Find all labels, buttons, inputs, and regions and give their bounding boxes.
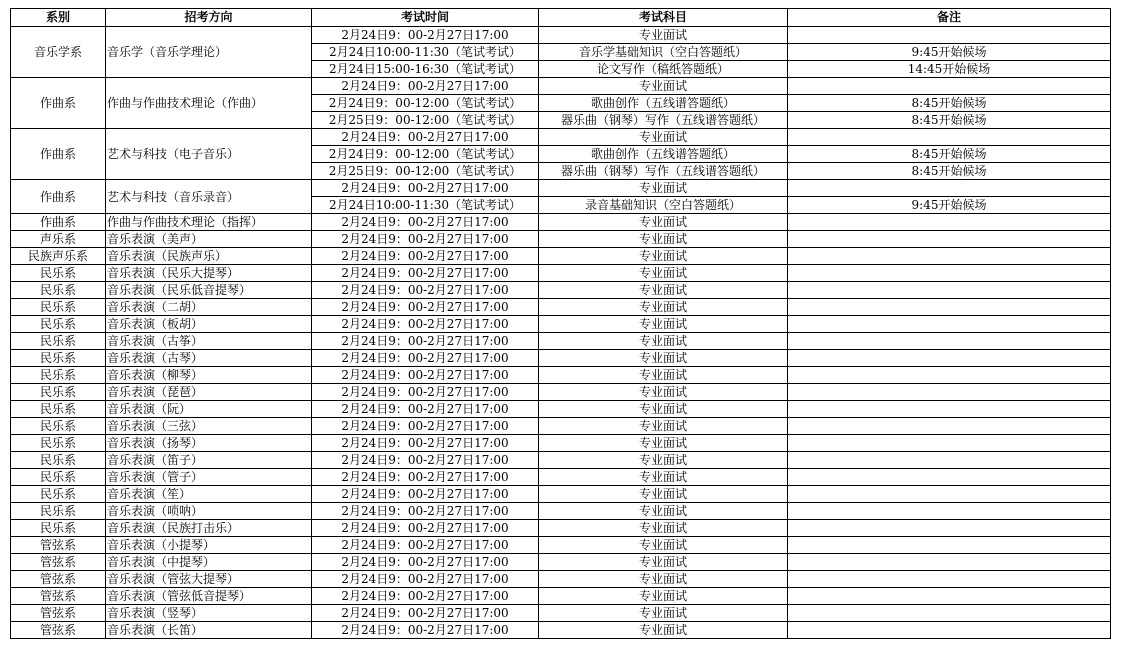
direction-cell: 音乐学（音乐学理论） (106, 27, 312, 78)
exam-subject-cell: 专业面试 (539, 367, 788, 384)
exam-subject-cell: 专业面试 (539, 316, 788, 333)
table-row (11, 418, 1111, 435)
department-cell: 音乐学系 (11, 27, 106, 78)
note-cell: 8:45开始候场 (788, 95, 1111, 112)
direction-cell: 音乐表演（古琴） (106, 350, 312, 367)
exam-schedule-table (10, 8, 1111, 639)
department-cell: 民乐系 (11, 401, 106, 418)
direction-cell: 音乐表演（二胡） (106, 299, 312, 316)
exam-time-cell: 2月25日9：00-12:00（笔试考试） (312, 112, 539, 129)
note-cell (788, 605, 1111, 622)
note-cell (788, 486, 1111, 503)
exam-subject-cell: 器乐曲（钢琴）写作（五线谱答题纸） (539, 112, 788, 129)
department-cell: 民族声乐系 (11, 248, 106, 265)
table-row (11, 435, 1111, 452)
department-cell: 民乐系 (11, 333, 106, 350)
table-row (11, 265, 1111, 282)
exam-subject-cell: 专业面试 (539, 299, 788, 316)
department-cell: 作曲系 (11, 180, 106, 214)
table-row (11, 605, 1111, 622)
exam-time-cell: 2月24日9：00-2月27日17:00 (312, 316, 539, 333)
exam-subject-cell: 录音基础知识（空白答题纸） (539, 197, 788, 214)
exam-subject-cell: 专业面试 (539, 78, 788, 95)
note-cell (788, 129, 1111, 146)
exam-time-cell: 2月24日9：00-2月27日17:00 (312, 520, 539, 537)
direction-cell: 音乐表演（琵琶） (106, 384, 312, 401)
exam-subject-cell: 专业面试 (539, 571, 788, 588)
direction-cell: 音乐表演（中提琴） (106, 554, 312, 571)
note-cell (788, 231, 1111, 248)
note-cell (788, 554, 1111, 571)
note-cell (788, 418, 1111, 435)
exam-subject-cell: 专业面试 (539, 248, 788, 265)
exam-time-cell: 2月24日9：00-2月27日17:00 (312, 265, 539, 282)
note-cell (788, 401, 1111, 418)
note-cell (788, 78, 1111, 95)
department-cell: 管弦系 (11, 537, 106, 554)
note-cell (788, 299, 1111, 316)
direction-cell: 音乐表演（阮） (106, 401, 312, 418)
exam-time-cell: 2月24日9：00-12:00（笔试考试） (312, 146, 539, 163)
table-row (11, 571, 1111, 588)
direction-cell: 作曲与作曲技术理论（作曲） (106, 78, 312, 129)
department-cell: 民乐系 (11, 299, 106, 316)
direction-cell: 音乐表演（三弦） (106, 418, 312, 435)
exam-time-cell: 2月24日9：00-2月27日17:00 (312, 282, 539, 299)
department-cell: 声乐系 (11, 231, 106, 248)
direction-cell: 音乐表演（笛子） (106, 452, 312, 469)
exam-time-cell: 2月24日9：00-2月27日17:00 (312, 588, 539, 605)
exam-time-cell: 2月24日9：00-2月27日17:00 (312, 554, 539, 571)
header-time: 考试时间 (312, 9, 539, 27)
department-cell: 民乐系 (11, 350, 106, 367)
header-subject: 考试科目 (539, 9, 788, 27)
exam-subject-cell: 专业面试 (539, 180, 788, 197)
note-cell (788, 503, 1111, 520)
exam-time-cell: 2月24日9：00-12:00（笔试考试） (312, 95, 539, 112)
table-header (11, 9, 1111, 27)
table-row (11, 248, 1111, 265)
note-cell: 14:45开始候场 (788, 61, 1111, 78)
table-body (11, 27, 1111, 639)
exam-subject-cell: 专业面试 (539, 486, 788, 503)
table-row (11, 299, 1111, 316)
table-row (11, 350, 1111, 367)
direction-cell: 作曲与作曲技术理论（指挥） (106, 214, 312, 231)
note-cell (788, 520, 1111, 537)
direction-cell: 音乐表演（扬琴） (106, 435, 312, 452)
exam-subject-cell: 专业面试 (539, 554, 788, 571)
exam-subject-cell: 专业面试 (539, 231, 788, 248)
department-cell: 民乐系 (11, 282, 106, 299)
direction-cell: 音乐表演（民族声乐） (106, 248, 312, 265)
department-cell: 管弦系 (11, 622, 106, 639)
exam-subject-cell: 歌曲创作（五线谱答题纸） (539, 146, 788, 163)
table-row (11, 452, 1111, 469)
exam-time-cell: 2月24日9：00-2月27日17:00 (312, 384, 539, 401)
exam-subject-cell: 音乐学基础知识（空白答题纸） (539, 44, 788, 61)
exam-time-cell: 2月24日9：00-2月27日17:00 (312, 622, 539, 639)
exam-time-cell: 2月24日9：00-2月27日17:00 (312, 503, 539, 520)
direction-cell: 音乐表演（板胡） (106, 316, 312, 333)
exam-time-cell: 2月24日9：00-2月27日17:00 (312, 27, 539, 44)
exam-time-cell: 2月24日9：00-2月27日17:00 (312, 78, 539, 95)
table-row (11, 282, 1111, 299)
department-cell: 管弦系 (11, 588, 106, 605)
table-row (11, 316, 1111, 333)
note-cell: 8:45开始候场 (788, 163, 1111, 180)
direction-cell: 艺术与科技（电子音乐） (106, 129, 312, 180)
note-cell (788, 622, 1111, 639)
table-row (11, 469, 1111, 486)
department-cell: 民乐系 (11, 265, 106, 282)
exam-time-cell: 2月24日15:00-16:30（笔试考试） (312, 61, 539, 78)
department-cell: 民乐系 (11, 384, 106, 401)
exam-subject-cell: 专业面试 (539, 622, 788, 639)
table-row (11, 231, 1111, 248)
exam-subject-cell: 专业面试 (539, 384, 788, 401)
exam-subject-cell: 专业面试 (539, 282, 788, 299)
exam-time-cell: 2月24日9：00-2月27日17:00 (312, 486, 539, 503)
note-cell (788, 180, 1111, 197)
exam-subject-cell: 专业面试 (539, 265, 788, 282)
note-cell (788, 316, 1111, 333)
direction-cell: 音乐表演（管子） (106, 469, 312, 486)
header-direction: 招考方向 (106, 9, 312, 27)
exam-time-cell: 2月24日9：00-2月27日17:00 (312, 401, 539, 418)
direction-cell: 音乐表演（小提琴） (106, 537, 312, 554)
note-cell (788, 282, 1111, 299)
table-row (11, 588, 1111, 605)
exam-time-cell: 2月24日9：00-2月27日17:00 (312, 248, 539, 265)
direction-cell: 音乐表演（民乐大提琴） (106, 265, 312, 282)
department-cell: 管弦系 (11, 605, 106, 622)
department-cell: 管弦系 (11, 554, 106, 571)
department-cell: 民乐系 (11, 418, 106, 435)
header-dept: 系别 (11, 9, 106, 27)
table-row (11, 401, 1111, 418)
note-cell: 9:45开始候场 (788, 197, 1111, 214)
exam-time-cell: 2月24日10:00-11:30（笔试考试） (312, 44, 539, 61)
direction-cell: 音乐表演（管弦大提琴） (106, 571, 312, 588)
exam-time-cell: 2月24日9：00-2月27日17:00 (312, 367, 539, 384)
table-row (11, 180, 1111, 197)
exam-time-cell: 2月24日9：00-2月27日17:00 (312, 333, 539, 350)
exam-time-cell: 2月24日9：00-2月27日17:00 (312, 571, 539, 588)
note-cell: 8:45开始候场 (788, 112, 1111, 129)
table-row (11, 129, 1111, 146)
exam-subject-cell: 歌曲创作（五线谱答题纸） (539, 95, 788, 112)
department-cell: 民乐系 (11, 520, 106, 537)
direction-cell: 音乐表演（唢呐） (106, 503, 312, 520)
exam-subject-cell: 专业面试 (539, 418, 788, 435)
exam-subject-cell: 器乐曲（钢琴）写作（五线谱答题纸） (539, 163, 788, 180)
department-cell: 管弦系 (11, 571, 106, 588)
table-row (11, 333, 1111, 350)
table-row (11, 537, 1111, 554)
exam-time-cell: 2月24日9：00-2月27日17:00 (312, 231, 539, 248)
exam-subject-cell: 专业面试 (539, 435, 788, 452)
note-cell (788, 588, 1111, 605)
department-cell: 作曲系 (11, 129, 106, 180)
table-row (11, 214, 1111, 231)
table-row (11, 520, 1111, 537)
department-cell: 作曲系 (11, 78, 106, 129)
department-cell: 民乐系 (11, 435, 106, 452)
exam-subject-cell: 专业面试 (539, 214, 788, 231)
department-cell: 民乐系 (11, 316, 106, 333)
note-cell (788, 27, 1111, 44)
direction-cell: 音乐表演（民族打击乐） (106, 520, 312, 537)
note-cell (788, 537, 1111, 554)
direction-cell: 艺术与科技（音乐录音） (106, 180, 312, 214)
exam-subject-cell: 专业面试 (539, 588, 788, 605)
exam-subject-cell: 专业面试 (539, 401, 788, 418)
exam-time-cell: 2月24日9：00-2月27日17:00 (312, 180, 539, 197)
direction-cell: 音乐表演（笙） (106, 486, 312, 503)
exam-time-cell: 2月24日9：00-2月27日17:00 (312, 129, 539, 146)
direction-cell: 音乐表演（长笛） (106, 622, 312, 639)
department-cell: 民乐系 (11, 486, 106, 503)
exam-time-cell: 2月25日9：00-12:00（笔试考试） (312, 163, 539, 180)
note-cell (788, 333, 1111, 350)
exam-subject-cell: 专业面试 (539, 469, 788, 486)
note-cell: 8:45开始候场 (788, 146, 1111, 163)
exam-time-cell: 2月24日9：00-2月27日17:00 (312, 418, 539, 435)
table-row (11, 486, 1111, 503)
exam-subject-cell: 专业面试 (539, 520, 788, 537)
table-row (11, 503, 1111, 520)
exam-subject-cell: 专业面试 (539, 537, 788, 554)
exam-subject-cell: 专业面试 (539, 503, 788, 520)
exam-time-cell: 2月24日9：00-2月27日17:00 (312, 452, 539, 469)
exam-time-cell: 2月24日10:00-11:30（笔试考试） (312, 197, 539, 214)
note-cell (788, 214, 1111, 231)
note-cell (788, 469, 1111, 486)
table-row (11, 367, 1111, 384)
note-cell (788, 350, 1111, 367)
direction-cell: 音乐表演（古筝） (106, 333, 312, 350)
note-cell (788, 384, 1111, 401)
exam-subject-cell: 专业面试 (539, 452, 788, 469)
exam-subject-cell: 专业面试 (539, 333, 788, 350)
note-cell (788, 452, 1111, 469)
direction-cell: 音乐表演（美声） (106, 231, 312, 248)
department-cell: 民乐系 (11, 367, 106, 384)
exam-time-cell: 2月24日9：00-2月27日17:00 (312, 435, 539, 452)
table-row (11, 554, 1111, 571)
exam-time-cell: 2月24日9：00-2月27日17:00 (312, 350, 539, 367)
department-cell: 民乐系 (11, 503, 106, 520)
exam-subject-cell: 论文写作（稿纸答题纸） (539, 61, 788, 78)
note-cell (788, 248, 1111, 265)
table-row (11, 622, 1111, 639)
note-cell (788, 435, 1111, 452)
department-cell: 民乐系 (11, 452, 106, 469)
exam-time-cell: 2月24日9：00-2月27日17:00 (312, 469, 539, 486)
note-cell (788, 367, 1111, 384)
header-note: 备注 (788, 9, 1111, 27)
exam-time-cell: 2月24日9：00-2月27日17:00 (312, 214, 539, 231)
exam-time-cell: 2月24日9：00-2月27日17:00 (312, 299, 539, 316)
direction-cell: 音乐表演（民乐低音提琴） (106, 282, 312, 299)
direction-cell: 音乐表演（柳琴） (106, 367, 312, 384)
exam-subject-cell: 专业面试 (539, 605, 788, 622)
note-cell: 9:45开始候场 (788, 44, 1111, 61)
note-cell (788, 265, 1111, 282)
table-row (11, 78, 1111, 95)
direction-cell: 音乐表演（竖琴） (106, 605, 312, 622)
direction-cell: 音乐表演（管弦低音提琴） (106, 588, 312, 605)
exam-subject-cell: 专业面试 (539, 129, 788, 146)
exam-time-cell: 2月24日9：00-2月27日17:00 (312, 537, 539, 554)
table-row (11, 384, 1111, 401)
department-cell: 作曲系 (11, 214, 106, 231)
header-row (11, 9, 1111, 27)
exam-subject-cell: 专业面试 (539, 350, 788, 367)
exam-time-cell: 2月24日9：00-2月27日17:00 (312, 605, 539, 622)
exam-subject-cell: 专业面试 (539, 27, 788, 44)
table-row (11, 27, 1111, 44)
note-cell (788, 571, 1111, 588)
department-cell: 民乐系 (11, 469, 106, 486)
